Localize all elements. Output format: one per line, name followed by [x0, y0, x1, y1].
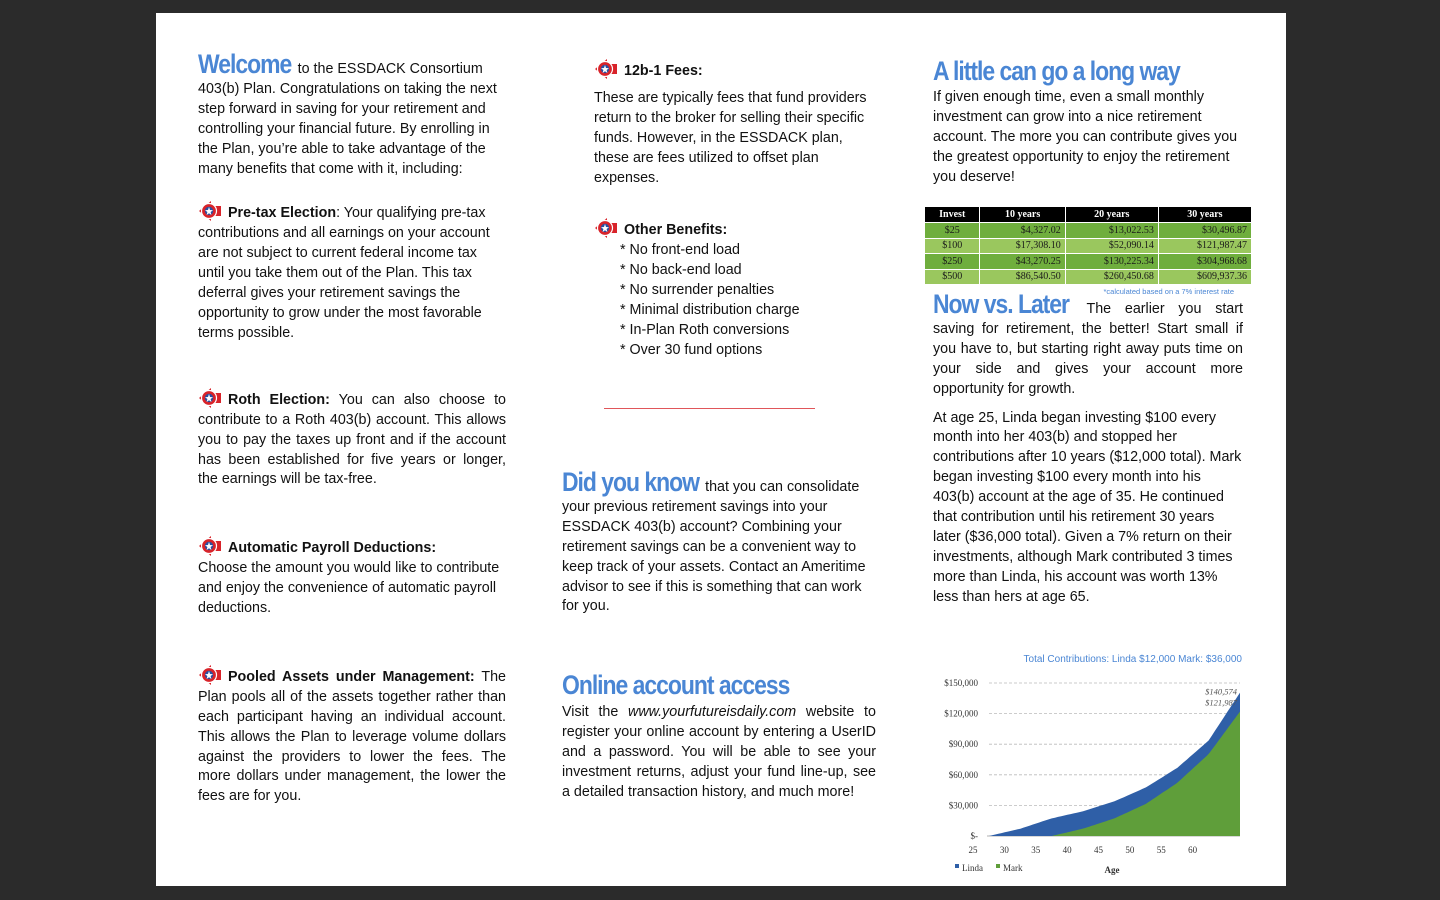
now-vs-later-heading: Now vs. Later: [933, 289, 1069, 319]
table-header: 30 years: [1158, 207, 1251, 223]
other-benefits-title: Other Benefits:: [624, 222, 728, 239]
bullet-star-icon: [198, 664, 222, 686]
table-cell: $121,987.47: [1158, 238, 1251, 254]
online-access-paragraph: [562, 703, 876, 803]
table-cell: $500: [925, 269, 980, 285]
table-cell: $30,496.87: [1158, 223, 1251, 239]
x-axis: [969, 845, 1198, 855]
pooled-title: Pooled Assets under Management:: [228, 668, 475, 685]
table-cell: $100: [925, 238, 980, 254]
data-label: $140,574: [1205, 686, 1237, 697]
x-tick-label: 60: [1188, 845, 1198, 855]
pretax-text: : Your qualifying pre-tax contributions and all earnings on your account are not subject to current federal income tax until you take them out of the Plan. This tax deferral gives your retirement savings the opportunity to grow under the most favorable terms possible.: [198, 205, 490, 341]
list-item: * No front-end load: [620, 242, 741, 259]
table-cell: $17,308.10: [980, 238, 1065, 254]
x-tick-label: 25: [968, 845, 978, 855]
bullet-star-icon: [594, 58, 618, 80]
table-row: [925, 223, 1252, 239]
table-header: Invest: [925, 207, 980, 223]
pooled-paragraph: [198, 664, 506, 807]
welcome-paragraph: [198, 49, 506, 179]
column-middle: [594, 58, 874, 361]
fees-text: These are typically fees that fund providers return to the broker for selling their specific funds. However, in the ESSDACK plan, these are fees utilized to offset plan expenses.: [594, 89, 867, 186]
x-tick-label: 30: [999, 845, 1009, 855]
payroll-title: Automatic Payroll Deductions:: [228, 540, 437, 557]
did-you-know-block: [562, 467, 874, 617]
pretax-paragraph: [198, 200, 506, 343]
chart-legend: [955, 863, 1023, 873]
y-tick-label: $90,000: [948, 739, 978, 750]
x-tick-label: 40: [1062, 845, 1072, 855]
investment-table-wrap: [924, 206, 1252, 296]
fees-title-line: [594, 58, 874, 82]
list-item: * Minimal distribution charge: [620, 302, 800, 319]
x-tick-label: 35: [1031, 845, 1041, 855]
online-text-before: Visit the: [562, 704, 619, 720]
list-item: * No surrender penalties: [620, 282, 775, 299]
welcome-heading: Welcome: [198, 49, 292, 79]
y-tick-label: $30,000: [948, 800, 978, 811]
column-right: [933, 56, 1243, 188]
list-item: * In-Plan Roth conversions: [620, 321, 790, 338]
y-tick-label: $-: [970, 831, 978, 841]
website-link[interactable]: www.yourfutureisdaily.com: [628, 704, 797, 720]
table-cell: $260,450.68: [1065, 269, 1158, 285]
x-tick-label: 55: [1156, 845, 1166, 855]
list-item: * No back-end load: [620, 262, 742, 279]
little-text: If given enough time, even a small monthly investment can grow into a nice retirement account. The more you can contribute gives you the greatest opportunity to enjoy the retirement you deserve!: [933, 89, 1238, 185]
now-vs-later-text: The earlier you start saving for retirement, the better! Start small if you have to, but starting right away puts time on your side and gives your account more opportunity for growth.: [933, 301, 1243, 397]
divider-line: [604, 408, 815, 409]
y-tick-label: $150,000: [944, 678, 978, 688]
investment-table: [924, 206, 1252, 285]
roth-text: You can also choose to contribute to a Roth 403(b) account. This allows you to pay the taxes up front and if the account has been established for five years or longer, the earnings will be tax-free.: [198, 391, 506, 488]
table-cell: $304,968.68: [1158, 254, 1251, 270]
growth-chart: [928, 647, 1246, 875]
table-row: [925, 254, 1252, 270]
table-header: 10 years: [980, 207, 1065, 223]
chart-series: [989, 693, 1240, 836]
x-axis-label: Age: [1104, 865, 1120, 875]
pretax-title: Pre-tax Election: [228, 205, 337, 222]
table-cell: $609,937.36: [1158, 269, 1251, 285]
did-you-know-text: that you can consolidate your previous retirement savings into your ESSDACK 403(b) account? Combining your retirement savings can be a convenient way to keep track of your assets. Contact an Ameritime advisor to see if this is something that can work for you.: [562, 479, 866, 615]
legend-swatch-linda: [955, 864, 959, 868]
brochure-page: [156, 13, 1286, 886]
did-you-know-heading: Did you know: [562, 467, 699, 497]
little-heading: A little can go a long way: [933, 56, 1180, 86]
y-tick-label: $120,000: [944, 708, 978, 719]
table-cell: $25: [925, 223, 980, 239]
chart-title: Total Contributions: Linda $12,000 Mark: $36,000: [1023, 654, 1242, 665]
y-tick-label: $60,000: [948, 769, 978, 780]
bullet-star-icon: [198, 200, 222, 222]
other-title-line: [594, 217, 874, 241]
legend-label-mark: Mark: [1003, 863, 1023, 873]
table-cell: $130,225.34: [1065, 254, 1158, 270]
payroll-paragraph: [198, 535, 506, 619]
payroll-text: Choose the amount you would like to contribute and enjoy the convenience of automatic payroll deductions.: [198, 560, 500, 617]
column-left: [198, 49, 506, 807]
chart-annotations: [1205, 687, 1238, 708]
pooled-text: The Plan pools all of the assets together rather than each participant having an individual account. This allows the Plan to leverage volume dollars against the providers to lower the fees. The more dollars under management, the lower the fees are for you.: [198, 668, 506, 805]
table-cell: $13,022.53: [1065, 223, 1158, 239]
table-note: *calculated based on a 7% interest rate: [1103, 287, 1234, 296]
legend-label-linda: Linda: [962, 863, 983, 873]
online-text-after: website to register your online account by entering a UserID and a password. You will be able to see your investment returns, adjust your fund line-up, see a detailed transaction history, and much more!: [562, 704, 876, 800]
table-cell: $52,090.14: [1065, 238, 1158, 254]
x-tick-label: 50: [1125, 845, 1135, 855]
roth-paragraph: [198, 387, 506, 491]
table-row: [925, 269, 1252, 285]
bullet-star-icon: [198, 535, 222, 557]
roth-title: Roth Election:: [228, 391, 330, 408]
bullet-star-icon: [594, 217, 618, 239]
fees-title: 12b-1 Fees:: [624, 63, 703, 79]
x-tick-label: 45: [1094, 845, 1103, 855]
table-cell: $250: [925, 254, 980, 270]
other-benefits-list: [620, 241, 874, 360]
did-you-know-paragraph: [562, 467, 874, 617]
online-access-block: [562, 670, 876, 803]
list-item: * Over 30 fund options: [620, 341, 763, 358]
y-axis: [944, 678, 978, 841]
table-cell: $4,327.02: [980, 223, 1065, 239]
welcome-text: to the ESSDACK Consortium 403(b) Plan. Congratulations on taking the next step forward in saving for your retirement and controlling your financial future. By enrolling in the Plan, you’re able to take advantage of the many benefits that come with it, including:: [198, 61, 497, 177]
table-header-row: [925, 207, 1252, 223]
legend-swatch-mark: [996, 864, 1000, 868]
bullet-star-icon: [198, 387, 222, 409]
data-label: $121,987: [1205, 697, 1237, 708]
table-cell: $86,540.50: [980, 269, 1065, 285]
table-header: 20 years: [1065, 207, 1158, 223]
online-access-heading: Online account access: [562, 670, 790, 700]
linda-mark-text: At age 25, Linda began investing $100 every month into her 403(b) and stopped her contributions after 10 years ($12,000 total). Mark began investing $100 every month into his 403(b) account at the age of 35. He continued that contribution until his retirement 30 years later ($36,000 total). Given a 7% return on their investments, although Mark contributed 3 times more than Linda, his account was worth 13% less than hers at age 65.: [933, 409, 1242, 605]
table-row: [925, 238, 1252, 254]
table-cell: $43,270.25: [980, 254, 1065, 270]
